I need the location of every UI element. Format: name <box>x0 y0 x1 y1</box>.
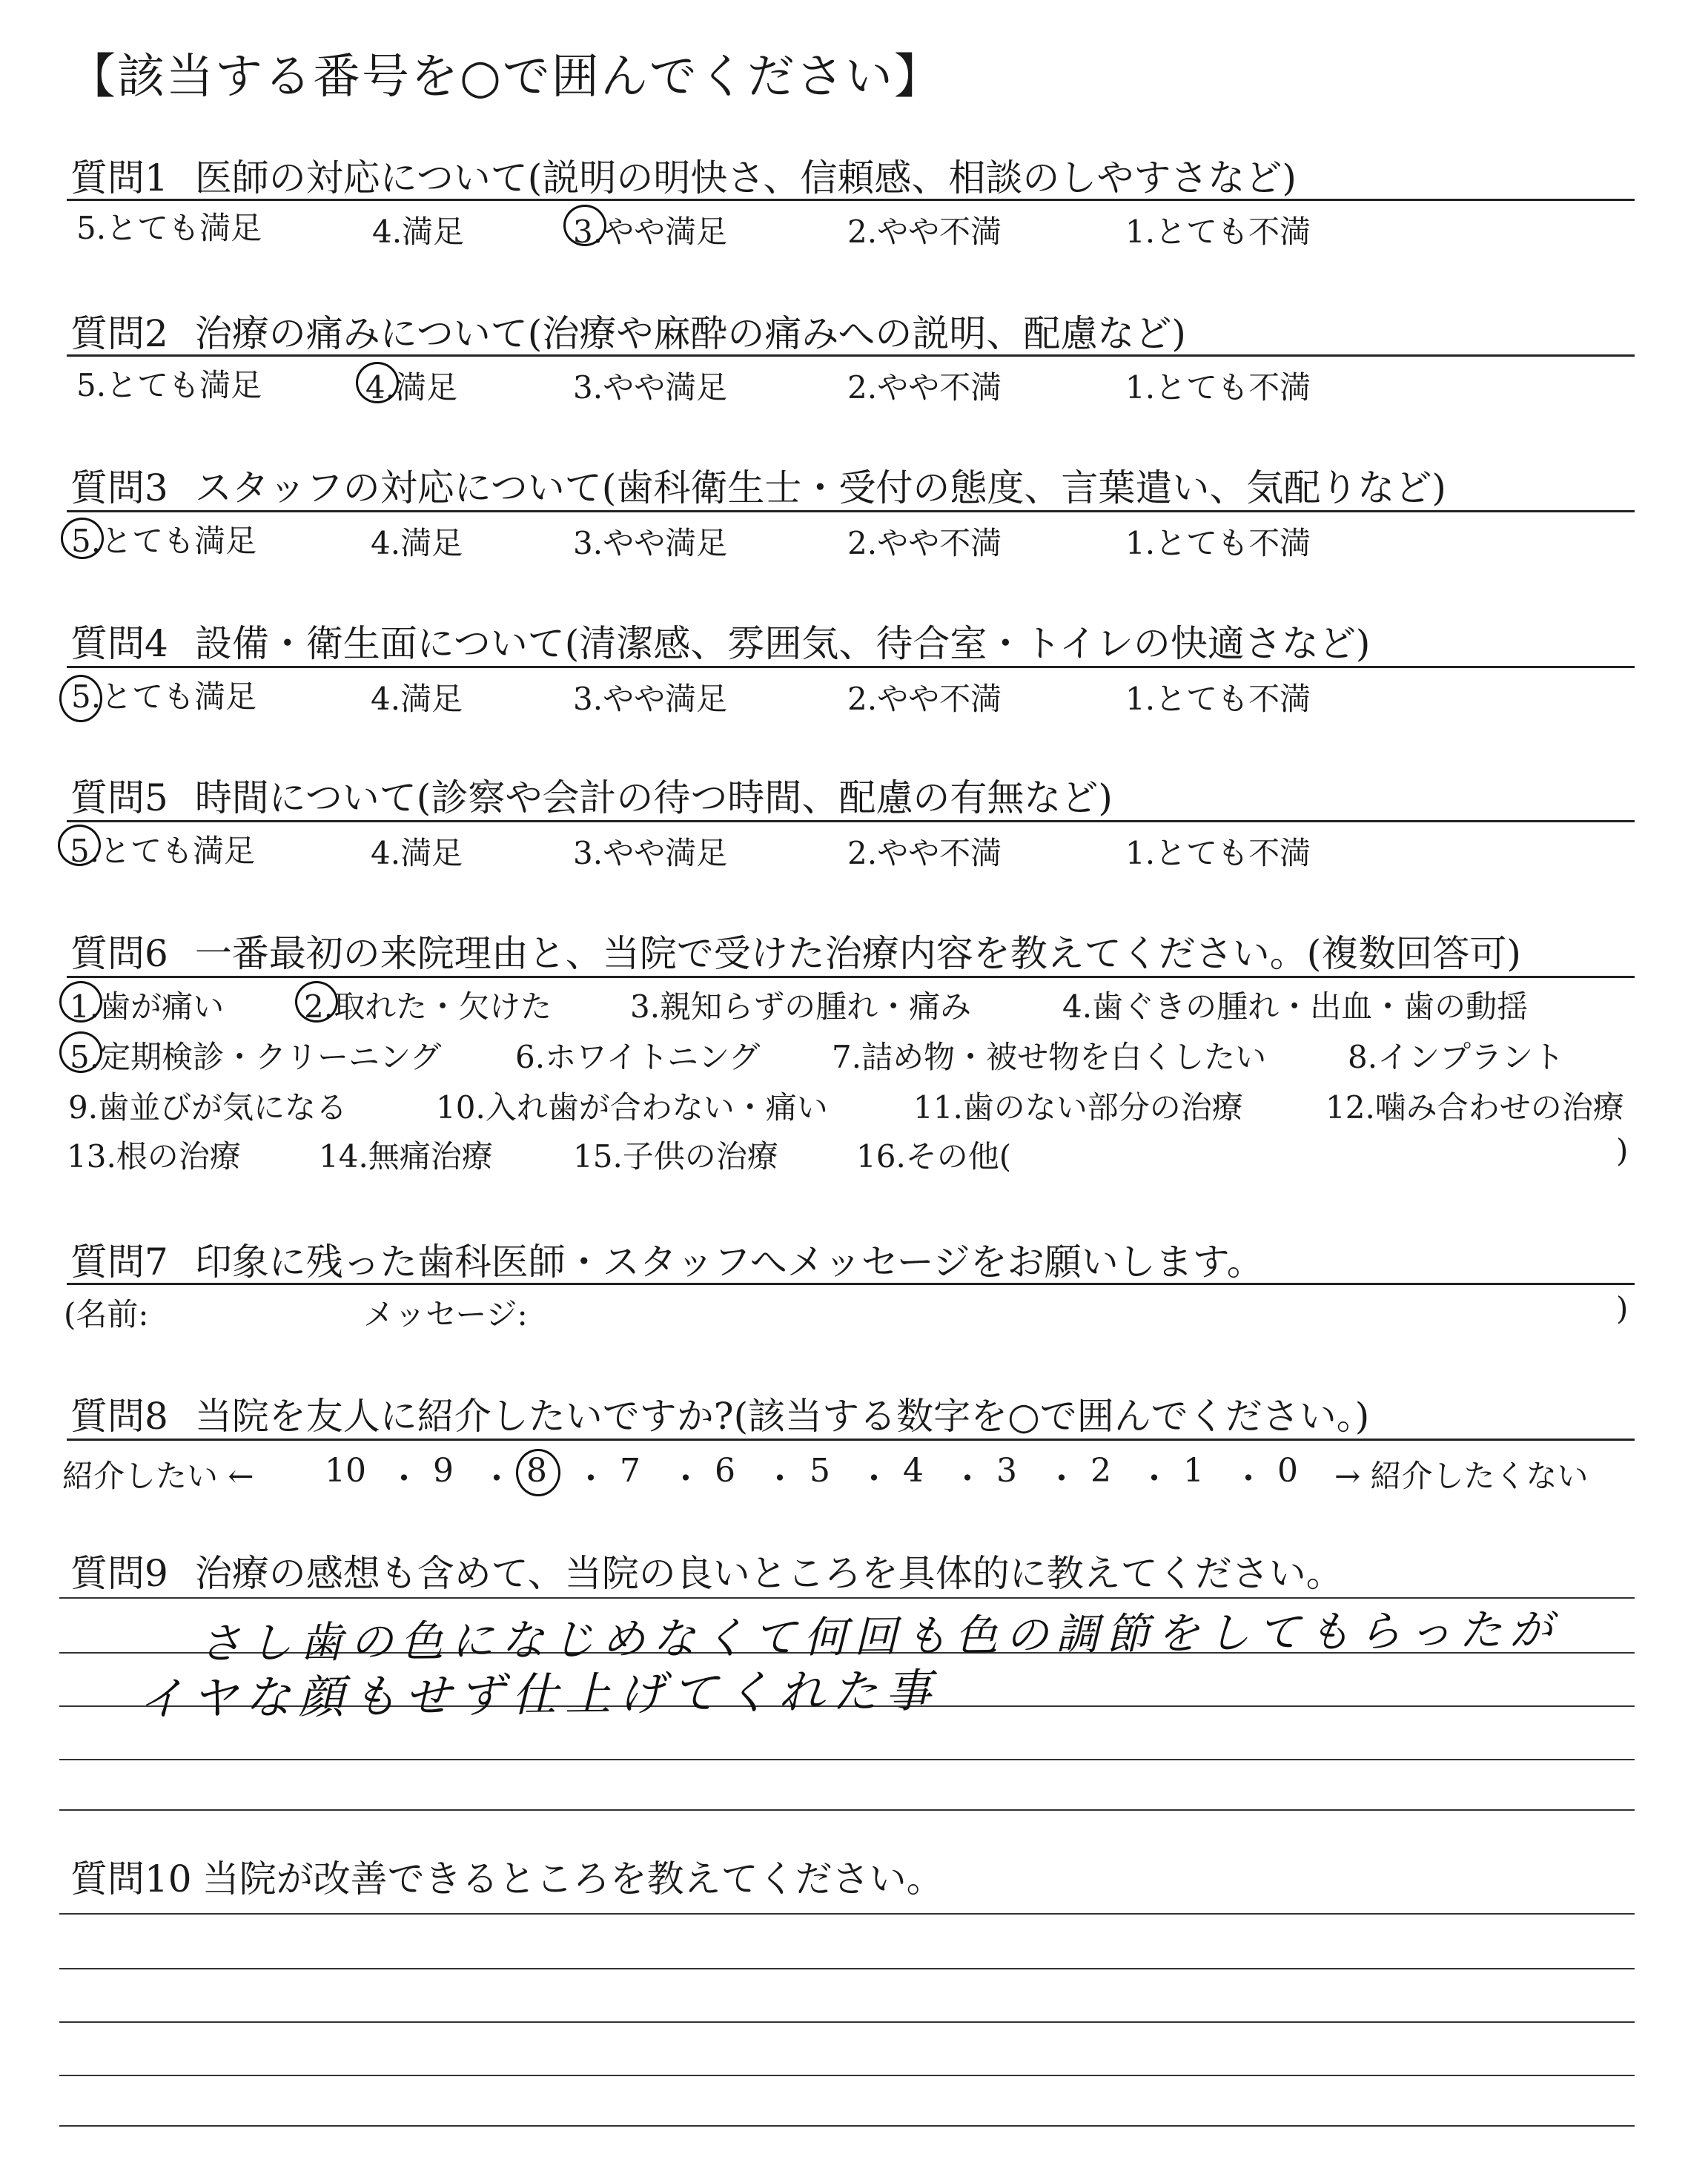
question-rule <box>67 1439 1635 1441</box>
option-3[interactable]: 3.やや満足 <box>573 681 728 717</box>
option-4[interactable]: 4.満足 <box>371 681 463 717</box>
q6-option-3[interactable]: 3.親知らずの腫れ・痛み <box>630 988 972 1025</box>
question-5 <box>70 768 1113 822</box>
question-text: 設備・衛生面について(清潔感、雰囲気、待合室・トイレの快適さなど) <box>194 622 1371 665</box>
q6-option-7[interactable]: 7.詰め物・被せ物を白くしたい <box>832 1039 1267 1075</box>
option-2[interactable]: 2.やや不満 <box>847 214 1002 250</box>
q6-option-16[interactable]: 16.その他( <box>856 1138 1012 1175</box>
option-1[interactable]: 1.とても不満 <box>1125 681 1311 717</box>
question-number: 質問8 <box>70 1395 168 1438</box>
question-rule <box>67 199 1635 201</box>
form-title: 【該当する番号を○で囲んでください】 <box>68 50 943 105</box>
recommend-left-label: 紹介したい ← <box>62 1458 254 1494</box>
option-2[interactable]: 2.やや不満 <box>847 681 1002 717</box>
q6-option-2[interactable]: 2.取れた・欠けた <box>304 988 552 1025</box>
answer-line <box>59 2125 1635 2127</box>
option-2[interactable]: 2.やや不満 <box>847 835 1002 871</box>
option-5[interactable]: 5.とても満足 <box>71 678 257 715</box>
option-3[interactable]: 3.やや満足 <box>573 525 728 561</box>
question-number: 質問10 <box>70 1857 192 1900</box>
selection-circle <box>295 981 338 1023</box>
option-3[interactable]: 3.やや満足 <box>573 214 728 250</box>
question-rule <box>67 666 1635 668</box>
question-9 <box>70 1544 1343 1597</box>
scale-separator: ・ <box>1138 1460 1171 1498</box>
scale-4[interactable]: 4 <box>903 1452 924 1490</box>
question-rule <box>67 1283 1635 1285</box>
question-4 <box>70 614 1370 667</box>
question-7 <box>70 1232 1264 1286</box>
question-text: スタッフの対応について(歯科衛生士・受付の態度、言葉遣い、気配りなど) <box>194 466 1446 509</box>
option-4[interactable]: 4.満足 <box>365 369 458 406</box>
scale-1[interactable]: 1 <box>1183 1452 1204 1490</box>
selection-circle <box>61 518 104 559</box>
handwritten-answer-line-2: イヤな顔もせず仕上げてくれた事 <box>137 1663 939 1726</box>
scale-8[interactable]: 8 <box>526 1452 547 1490</box>
option-5[interactable]: 5.とても満足 <box>76 367 262 403</box>
q6-other-close: ) <box>1616 1132 1629 1169</box>
scale-2[interactable]: 2 <box>1090 1452 1111 1490</box>
q6-option-11[interactable]: 11.歯のない部分の治療 <box>913 1089 1243 1126</box>
scale-7[interactable]: 7 <box>620 1452 640 1490</box>
question-number: 質問5 <box>70 776 168 819</box>
option-3[interactable]: 3.やや満足 <box>573 369 728 406</box>
answer-line <box>59 1968 1635 1969</box>
answer-line <box>59 2075 1635 2076</box>
option-3[interactable]: 3.やや満足 <box>573 835 728 871</box>
handwritten-answer-line-1: さし歯の色になじめなくて何回も色の調節をしてもらったが <box>198 1604 1560 1669</box>
option-2[interactable]: 2.やや不満 <box>847 369 1002 406</box>
q6-option-12[interactable]: 12.噛み合わせの治療 <box>1325 1089 1624 1126</box>
question-rule <box>67 510 1635 512</box>
message-label: メッセージ: <box>363 1296 528 1332</box>
selection-circle <box>516 1449 560 1496</box>
scale-separator: ・ <box>388 1460 420 1498</box>
selection-circle <box>59 675 102 722</box>
scale-separator: ・ <box>764 1460 796 1498</box>
scale-separator: ・ <box>480 1460 513 1498</box>
scale-0[interactable]: 0 <box>1277 1452 1298 1490</box>
q6-option-9[interactable]: 9.歯並びが気になる <box>68 1089 348 1126</box>
scale-separator: ・ <box>1045 1460 1078 1498</box>
answer-line <box>59 1809 1635 1811</box>
q6-option-15[interactable]: 15.子供の治療 <box>573 1138 778 1175</box>
question-number: 質問9 <box>70 1552 168 1595</box>
selection-circle <box>59 981 102 1023</box>
selection-circle <box>59 1031 102 1073</box>
question-number: 質問6 <box>70 932 168 975</box>
question-text: 治療の痛みについて(治療や麻酔の痛みへの説明、配慮など) <box>194 312 1186 355</box>
question-number: 質問2 <box>70 312 168 355</box>
question-text: 治療の感想も含めて、当院の良いところを具体的に教えてください。 <box>194 1552 1343 1595</box>
selection-circle <box>58 825 101 866</box>
option-1[interactable]: 1.とても不満 <box>1125 525 1311 561</box>
scale-5[interactable]: 5 <box>810 1452 830 1490</box>
option-5[interactable]: 5.とても満足 <box>70 833 256 869</box>
q6-option-6[interactable]: 6.ホワイトニング <box>515 1039 761 1075</box>
q6-option-10[interactable]: 10.入れ歯が合わない・痛い <box>436 1089 828 1126</box>
scale-separator: ・ <box>1232 1460 1265 1498</box>
answer-line <box>59 1759 1635 1760</box>
question-rule <box>67 354 1635 357</box>
question-number: 質問4 <box>70 622 168 665</box>
option-4[interactable]: 4.満足 <box>372 214 465 250</box>
question-6 <box>70 924 1521 977</box>
question-rule <box>67 976 1635 978</box>
question-8 <box>70 1387 1369 1440</box>
scale-3[interactable]: 3 <box>996 1452 1017 1490</box>
scale-separator: ・ <box>951 1460 984 1498</box>
option-4[interactable]: 4.満足 <box>371 525 463 561</box>
q6-option-4[interactable]: 4.歯ぐきの腫れ・出血・歯の動揺 <box>1062 988 1529 1025</box>
message-close: ) <box>1616 1290 1629 1327</box>
scale-separator: ・ <box>858 1460 890 1498</box>
question-rule <box>67 820 1635 822</box>
scale-9[interactable]: 9 <box>433 1452 454 1490</box>
option-1[interactable]: 1.とても不満 <box>1125 369 1311 406</box>
question-text: 印象に残った歯科医師・スタッフへメッセージをお願いします。 <box>194 1241 1264 1284</box>
q6-option-5[interactable]: 5.定期検診・クリーニング <box>70 1039 442 1075</box>
question-text: 医師の対応について(説明の明快さ、信頼感、相談のしやすさなど) <box>194 156 1297 199</box>
q6-option-14[interactable]: 14.無痛治療 <box>319 1138 493 1175</box>
question-text: 一番最初の来院理由と、当院で受けた治療内容を教えてください。(複数回答可) <box>194 932 1521 975</box>
scale-10[interactable]: 10 <box>325 1452 366 1490</box>
question-text: 時間について(診察や会計の待つ時間、配慮の有無など) <box>194 776 1113 819</box>
question-1 <box>70 148 1297 202</box>
recommend-right-label: → 紹介したくない <box>1334 1458 1589 1494</box>
question-10 <box>70 1849 944 1903</box>
option-1[interactable]: 1.とても不満 <box>1125 835 1311 871</box>
q6-option-13[interactable]: 13.根の治療 <box>67 1138 241 1175</box>
question-3 <box>70 458 1446 512</box>
selection-circle <box>356 362 399 403</box>
question-number: 質問1 <box>70 156 168 199</box>
q6-option-8[interactable]: 8.インプラント <box>1348 1039 1565 1075</box>
name-label: (名前: <box>64 1296 149 1332</box>
scale-6[interactable]: 6 <box>715 1452 735 1490</box>
selection-circle <box>563 205 606 246</box>
q6-option-1[interactable]: 1.歯が痛い <box>70 988 225 1025</box>
option-5[interactable]: 5.とても満足 <box>71 523 257 559</box>
question-text: 当院を友人に紹介したいですか?(該当する数字を○で囲んでください。) <box>194 1395 1370 1438</box>
scale-separator: ・ <box>669 1460 702 1498</box>
question-text: 当院が改善できるところを教えてください。 <box>202 1857 944 1900</box>
option-4[interactable]: 4.満足 <box>371 835 463 871</box>
option-2[interactable]: 2.やや不満 <box>847 525 1002 561</box>
question-number: 質問3 <box>70 466 168 509</box>
answer-line <box>59 2021 1635 2023</box>
question-number: 質問7 <box>70 1241 168 1284</box>
question-2 <box>70 304 1186 357</box>
option-1[interactable]: 1.とても不満 <box>1125 214 1311 250</box>
scale-separator: ・ <box>575 1460 607 1498</box>
answer-line <box>59 1913 1635 1915</box>
option-5[interactable]: 5.とても満足 <box>76 210 262 246</box>
